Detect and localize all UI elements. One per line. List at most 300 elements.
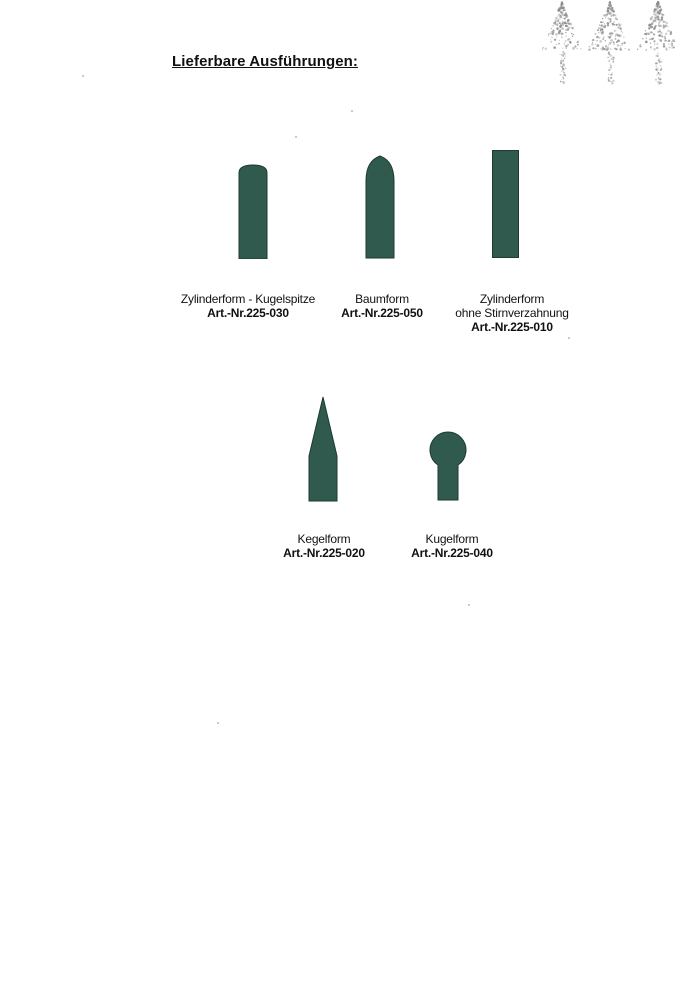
logo-speck [557, 20, 559, 22]
logo-speck [561, 79, 562, 80]
logo-speck [550, 33, 552, 35]
logo-speck [659, 61, 661, 63]
logo-speck [612, 10, 614, 12]
logo-speck [618, 23, 620, 25]
product-name: Baumform [355, 292, 409, 306]
logo-speck [658, 54, 659, 55]
logo-speck [607, 35, 608, 36]
logo-speck [621, 31, 622, 32]
logo-speck [562, 15, 563, 16]
logo-speck [656, 63, 657, 64]
logo-speck [660, 9, 661, 10]
cone-shape [308, 396, 338, 502]
logo-speck [562, 23, 564, 25]
logo-speck [605, 25, 606, 26]
logo-speck [556, 36, 557, 37]
logo-speck [663, 43, 665, 45]
logo-speck [601, 32, 604, 35]
caption-cylinder-ball-tip [168, 292, 328, 320]
logo-speck [594, 47, 596, 49]
logo-speck [599, 27, 601, 29]
logo-speck [658, 69, 659, 70]
logo-speck [598, 32, 599, 33]
logo-speck [608, 21, 610, 23]
logo-speck [561, 27, 563, 29]
logo-speck [615, 36, 616, 37]
logo-speck [607, 57, 608, 58]
logo-speck [609, 42, 611, 44]
logo-speck [660, 58, 661, 59]
logo-speck [639, 45, 641, 47]
logo-speck [560, 81, 562, 83]
logo-speck [619, 45, 620, 46]
logo-speck [597, 29, 599, 31]
logo-speck [659, 6, 661, 8]
logo-speck [610, 4, 611, 5]
logo-speck [651, 38, 652, 39]
logo-speck [572, 35, 574, 37]
logo-speck [608, 74, 609, 75]
logo-speck [637, 49, 638, 50]
logo-speck [562, 54, 564, 56]
logo-speck [658, 57, 659, 58]
logo-speck [650, 43, 651, 44]
logo-speck [615, 17, 616, 18]
scan-speck [82, 75, 84, 77]
logo-speck [611, 7, 613, 9]
logo-speck [652, 26, 653, 27]
logo-speck [672, 39, 675, 42]
logo-speck [564, 43, 566, 45]
logo-speck [572, 47, 575, 50]
logo-speck [564, 44, 565, 45]
logo-speck [667, 26, 668, 27]
logo-speck [618, 40, 619, 41]
logo-speck [649, 24, 651, 26]
logo-speck [561, 36, 562, 37]
product-name-line2: ohne Stirnverzahnung [455, 306, 569, 320]
logo-speck [654, 10, 655, 11]
logo-speck [580, 48, 581, 49]
logo-speck [665, 48, 667, 50]
logo-speck [592, 39, 594, 41]
logo-speck [569, 22, 570, 23]
logo-speck [610, 48, 612, 50]
logo-speck [661, 35, 663, 37]
logo-speck [611, 67, 612, 68]
logo-speck [571, 33, 572, 34]
scan-speck [468, 604, 470, 606]
logo-speck [658, 34, 660, 36]
logo-speck [556, 28, 558, 30]
scan-speck [217, 722, 219, 724]
logo-speck [552, 31, 555, 34]
logo-speck [563, 72, 564, 73]
logo-speck [657, 81, 659, 83]
logo-speck [654, 13, 657, 16]
logo-speck [542, 47, 544, 49]
logo-speck [649, 28, 650, 29]
caption-tree [330, 292, 434, 320]
logo-speck [654, 43, 655, 44]
logo-speck [588, 48, 590, 50]
logo-speck [611, 58, 613, 60]
logo-speck [548, 33, 549, 34]
logo-speck [574, 45, 576, 47]
logo-speck [658, 22, 659, 23]
logo-speck [657, 7, 659, 9]
logo-speck [671, 43, 673, 45]
logo-speck [553, 46, 556, 49]
logo-speck [609, 63, 611, 65]
logo-speck [608, 77, 610, 79]
logo-speck [599, 40, 602, 43]
logo-speck [622, 32, 623, 33]
logo-speck [611, 83, 613, 85]
logo-speck [569, 41, 571, 43]
logo-speck [619, 48, 622, 51]
logo-speck [645, 30, 646, 31]
logo-speck [576, 41, 578, 43]
logo-speck [669, 46, 671, 48]
logo-speck [616, 41, 618, 43]
logo-speck [561, 32, 564, 35]
logo-speck [558, 31, 561, 34]
logo-speck [602, 21, 604, 23]
logo-speck [563, 72, 565, 74]
logo-speck [650, 31, 652, 33]
logo-speck [610, 39, 613, 42]
logo-speck [612, 59, 613, 60]
logo-speck [595, 33, 597, 35]
logo-speck [650, 17, 653, 20]
logo-speck [601, 24, 603, 26]
logo-speck [608, 13, 610, 15]
logo-speck [607, 14, 608, 15]
logo-speck [577, 44, 579, 46]
scan-speck [351, 110, 353, 112]
logo-speck [567, 20, 569, 22]
logo-speck [668, 30, 669, 31]
logo-speck [665, 25, 667, 27]
logo-speck [661, 25, 662, 26]
logo-speck [545, 47, 547, 49]
logo-speck [659, 10, 661, 12]
logo-speck [592, 42, 593, 43]
article-number: Art.-Nr.225-050 [341, 306, 423, 320]
logo-speck [598, 37, 600, 39]
logo-speck [611, 35, 612, 36]
logo-speck [589, 46, 591, 48]
logo-speck [611, 55, 612, 56]
logo-speck [607, 17, 609, 19]
logo-speck [565, 75, 566, 76]
logo-speck [650, 46, 652, 48]
logo-speck [659, 29, 660, 30]
logo-speck [604, 26, 606, 28]
logo-speck [610, 59, 611, 60]
logo-speck [656, 74, 657, 75]
logo-speck [628, 49, 630, 51]
logo-speck [561, 66, 563, 68]
logo-speck [604, 23, 605, 24]
caption-cylinder-flat [442, 292, 582, 334]
logo-speck [562, 6, 564, 8]
logo-speck [663, 45, 665, 47]
logo-speck [602, 38, 604, 40]
logo-speck [564, 53, 565, 54]
logo-speck [656, 47, 658, 49]
logo-speck [550, 41, 552, 43]
logo-speck [611, 15, 613, 17]
logo-speck [608, 60, 610, 62]
caption-ball [398, 532, 506, 560]
product-name: Kugelform [425, 532, 479, 546]
logo-speck [563, 78, 564, 79]
logo-speck [560, 10, 561, 11]
logo-speck [556, 23, 558, 25]
logo-speck [655, 25, 657, 27]
logo-speck [664, 21, 665, 22]
logo-speck [616, 24, 618, 26]
logo-speck [613, 80, 614, 81]
logo-speck [645, 41, 648, 44]
logo-speck [555, 33, 557, 35]
logo-speck [614, 44, 615, 45]
logo-speck [656, 66, 657, 67]
logo-speck [566, 14, 568, 16]
logo-speck [657, 2, 659, 4]
logo-speck [554, 39, 556, 41]
scan-speck [295, 136, 297, 138]
logo-speck [654, 16, 657, 19]
logo-speck [605, 40, 606, 41]
logo-speck [562, 76, 564, 78]
logo-speck [568, 38, 570, 40]
logo-speck [551, 28, 553, 30]
logo-speck [600, 31, 601, 32]
logo-speck [647, 33, 649, 35]
logo-speck [566, 25, 568, 27]
logo-speck [564, 18, 566, 20]
logo-speck [605, 17, 606, 18]
cylinder-ball-tip-shape [238, 163, 268, 259]
logo-speck [565, 67, 567, 69]
logo-speck [650, 39, 651, 40]
logo-speck [612, 72, 613, 73]
logo-speck [657, 53, 658, 54]
logo-speck [609, 2, 611, 4]
logo-speck [658, 60, 660, 62]
logo-speck [608, 80, 609, 81]
logo-speck [565, 40, 567, 42]
logo-speck [548, 35, 549, 36]
logo-speck [654, 34, 655, 35]
logo-speck [625, 48, 626, 49]
logo-speck [561, 71, 562, 72]
logo-speck [573, 34, 574, 35]
logo-speck [608, 44, 610, 46]
logo-speck [610, 10, 611, 11]
logo-speck [615, 48, 617, 50]
logo-speck [615, 38, 617, 40]
logo-speck [608, 69, 610, 71]
logo-speck [558, 43, 560, 45]
logo-speck [623, 42, 625, 44]
logo-speck [612, 57, 614, 59]
logo-speck [591, 43, 593, 45]
logo-speck [559, 74, 561, 76]
logo-speck [653, 21, 655, 23]
logo-speck [552, 25, 554, 27]
logo-speck [595, 44, 596, 45]
logo-speck [562, 51, 564, 53]
logo-speck [656, 43, 658, 45]
logo-speck [557, 15, 558, 16]
logo-speck [610, 78, 611, 79]
logo-speck [612, 14, 614, 16]
logo-speck [658, 83, 660, 85]
logo-speck [661, 16, 663, 18]
logo-speck [621, 43, 622, 44]
logo-speck [562, 48, 563, 49]
caption-cone [270, 532, 378, 560]
logo-speck [561, 13, 562, 14]
logo-speck [665, 40, 667, 42]
product-name: Zylinderform [479, 292, 545, 306]
logo-speck [560, 62, 562, 64]
logo-speck [623, 37, 624, 38]
logo-speck [614, 31, 615, 32]
logo-speck [650, 48, 651, 49]
logo-speck [558, 19, 559, 20]
logo-speck [561, 2, 563, 4]
logo-speck [555, 17, 557, 19]
logo-speck [562, 59, 564, 61]
logo-speck [598, 27, 599, 28]
logo-speck [607, 9, 609, 11]
logo-speck [601, 48, 604, 51]
logo-speck [608, 36, 611, 39]
logo-speck [551, 37, 552, 38]
logo-speck [653, 48, 655, 50]
logo-speck [621, 45, 622, 46]
logo-speck [560, 8, 562, 10]
tree-shape [365, 155, 395, 259]
logo-speck [607, 25, 609, 27]
logo-speck [560, 30, 561, 31]
logo-speck [563, 9, 565, 11]
logo-speck [663, 26, 665, 28]
logo-speck [565, 47, 567, 49]
ball-shape [429, 431, 467, 501]
logo-speck [560, 60, 562, 62]
logo-speck [667, 30, 668, 31]
logo-speck [662, 20, 663, 21]
logo-speck [655, 78, 657, 80]
logo-speck [565, 32, 566, 33]
logo-speck [559, 18, 560, 19]
logo-speck [665, 33, 667, 35]
logo-speck [608, 51, 610, 53]
logo-speck [611, 81, 612, 82]
product-name: Kegelform [297, 532, 351, 546]
logo-speck [613, 21, 615, 23]
logo-speck [610, 65, 612, 67]
logo-speck [613, 83, 614, 84]
logo-speck [592, 47, 594, 49]
logo-speck [646, 37, 647, 38]
logo-speck [565, 45, 567, 47]
logo-speck [599, 24, 600, 25]
logo-speck [658, 77, 659, 78]
logo-speck [565, 12, 567, 14]
logo-speck [609, 81, 610, 82]
logo-speck [569, 23, 572, 26]
logo-speck [611, 74, 613, 76]
logo-speck [607, 47, 610, 50]
logo-speck [659, 31, 661, 33]
logo-speck [612, 80, 613, 81]
logo-speck [655, 55, 657, 57]
logo-speck [560, 24, 562, 26]
logo-speck [597, 44, 600, 47]
logo-speck [665, 22, 668, 25]
logo-speck [562, 63, 564, 65]
article-number: Art.-Nr.225-010 [471, 320, 553, 334]
logo-speck [609, 19, 611, 21]
logo-speck [566, 28, 569, 31]
logo-speck [560, 54, 561, 55]
logo-speck [600, 21, 602, 23]
logo-speck [659, 78, 661, 80]
logo-speck [596, 40, 598, 42]
logo-speck [596, 36, 597, 37]
logo-speck [658, 39, 659, 40]
logo-speck [659, 19, 662, 22]
logo-speck [660, 65, 661, 66]
logo-speck [616, 18, 618, 20]
logo-speck [564, 21, 566, 23]
logo-speck [609, 56, 610, 57]
article-number: Art.-Nr.225-020 [283, 546, 365, 560]
cylinder-flat-shape [492, 150, 519, 258]
logo-speck [613, 41, 615, 43]
logo-speck [661, 68, 663, 70]
logo-speck [561, 58, 562, 59]
logo-speck [560, 66, 561, 67]
logo-speck [664, 36, 666, 38]
logo-speck [645, 49, 647, 51]
logo-speck [559, 40, 560, 41]
logo-speck [612, 23, 614, 25]
logo-speck [542, 48, 543, 49]
logo-speck [613, 61, 615, 63]
scan-speck [568, 337, 570, 339]
logo-speck [559, 15, 562, 18]
logo-speck [620, 47, 621, 48]
logo-speck [555, 19, 557, 21]
logo-speck [556, 44, 557, 45]
logo-speck [565, 29, 567, 31]
logo-speck [567, 44, 569, 46]
logo-speck [655, 21, 656, 22]
logo-speck [609, 33, 611, 35]
logo-speck [576, 48, 577, 49]
logo-speck [554, 21, 556, 23]
logo-speck [565, 16, 567, 18]
logo-speck [571, 27, 572, 28]
